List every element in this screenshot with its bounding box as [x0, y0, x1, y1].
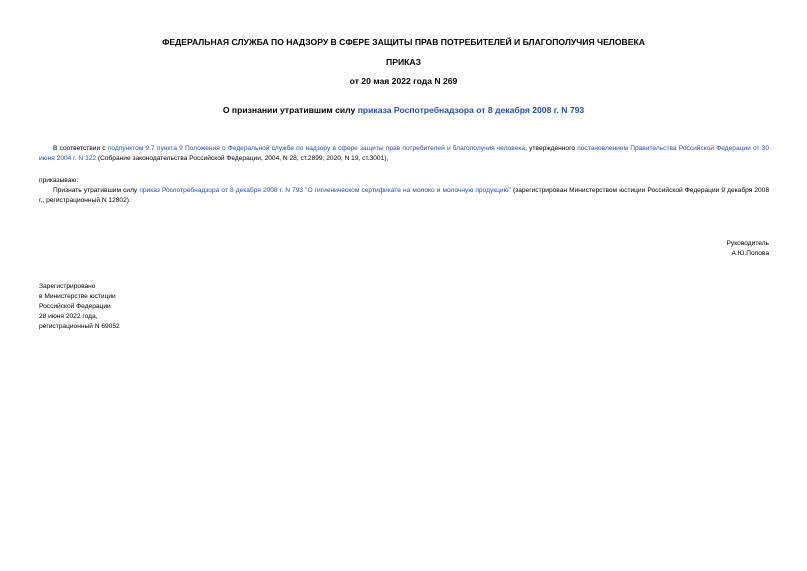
- agency-name: ФЕДЕРАЛЬНАЯ СЛУЖБА ПО НАДЗОРУ В СФЕРЕ ЗАЩИТЫ ПРАВ ПОТРЕБИТЕЛЕЙ И БЛАГОПОЛУЧИЯ ЧЕЛОВЕКА: [162, 37, 645, 47]
- registration-block: [39, 282, 120, 332]
- document-title: [0, 105, 807, 115]
- preamble-text-1: В соответствии с: [53, 145, 108, 152]
- document-type: ПРИКАЗ: [386, 57, 421, 67]
- signature-position: Руководитель: [726, 240, 769, 247]
- title-link-order-793[interactable]: приказа Роспотребнадзора от 8 декабря 2008 г. N 793: [357, 105, 585, 115]
- preamble-paragraph: [39, 144, 769, 164]
- signature-block: [727, 239, 769, 259]
- document-date: от 20 мая 2022 года N 269: [349, 76, 458, 86]
- link-government-decree-322[interactable]: постановлением Правительства Российской Федерации от 30 июня 2004 г. N 322: [39, 145, 770, 162]
- link-order-793[interactable]: приказ Роспотребнадзора от 8 декабря 2008 г. N 793 "О гигиеническом сертификате на молоко и молочную продукцию": [139, 187, 511, 194]
- registration-line: Российской Федерации: [39, 303, 111, 310]
- order-paragraph: [39, 186, 769, 206]
- order-text-1: Признать утратившим силу: [53, 187, 140, 194]
- preamble-text-4: (Собрание законодательства Российской Федерации, 2004, N 28, ст.2899; 2020, N 19, ст.3001),: [96, 155, 389, 162]
- registration-line: регистрационный N 69052: [39, 323, 120, 330]
- link-subpoint-9-7[interactable]: подпунктом 9.7 пункта 9: [107, 145, 183, 152]
- order-word: приказываю:: [39, 177, 79, 184]
- signature-name: А.Ю.Попова: [731, 250, 769, 257]
- registration-line: Зарегистрировано: [39, 283, 96, 290]
- registration-line: 28 июня 2022 года,: [39, 313, 98, 320]
- order-text-2: (зарегистрирован Министерством юстиции Российской Федерации 9 декабря 2008 г., регистрационный N 12802).: [39, 187, 770, 204]
- registration-line: в Министерстве юстиции: [39, 293, 116, 300]
- link-regulation[interactable]: Положения о Федеральной службе по надзору в сфере защиты прав потребителей и благополучия человека: [185, 145, 526, 152]
- document-title-prefix: О признании утратившим силу: [222, 105, 358, 115]
- preamble-text-3: , утвержденного: [525, 145, 578, 152]
